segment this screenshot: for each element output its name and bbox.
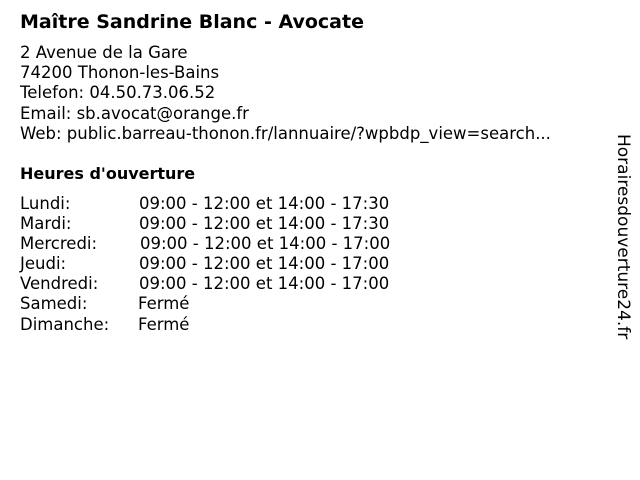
page-title: Maître Sandrine Blanc - Avocate — [20, 11, 364, 33]
day-label: Jeudi: — [20, 254, 67, 274]
site-brand-watermark: Horairesdouverture24.fr — [613, 134, 633, 340]
time-value: 09:00 - 12:00 et 14:00 - 17:30 — [139, 214, 390, 234]
day-label: Lundi: — [20, 194, 71, 213]
phone-line: Telefon: 04.50.73.06.52 — [20, 83, 216, 103]
day-label: Mercredi: — [20, 234, 98, 254]
time-value: Fermé — [138, 314, 190, 334]
day-label: Mardi: — [20, 214, 72, 234]
day-label: Samedi: — [20, 294, 88, 314]
time-value: 09:00 - 12:00 et 14:00 - 17:30 — [139, 194, 390, 213]
opening-hours-heading: Heures d'ouverture — [20, 164, 196, 183]
web-line: Web: public.barreau-thonon.fr/lannuaire/?wpbdp_view=search... — [20, 123, 551, 143]
day-label: Dimanche: — [20, 314, 110, 334]
address-street: 2 Avenue de la Gare — [20, 43, 188, 62]
contact-info — [20, 43, 551, 144]
time-value: 09:00 - 12:00 et 14:00 - 17:00 — [140, 234, 391, 254]
time-value: 09:00 - 12:00 et 14:00 - 17:00 — [139, 274, 390, 294]
time-value: Fermé — [138, 294, 190, 314]
address-city: 74200 Thonon-les-Bains — [20, 63, 220, 83]
day-label: Vendredi: — [20, 274, 99, 294]
time-value: 09:00 - 12:00 et 14:00 - 17:00 — [139, 254, 390, 274]
email-line: Email: sb.avocat@orange.fr — [20, 103, 249, 123]
